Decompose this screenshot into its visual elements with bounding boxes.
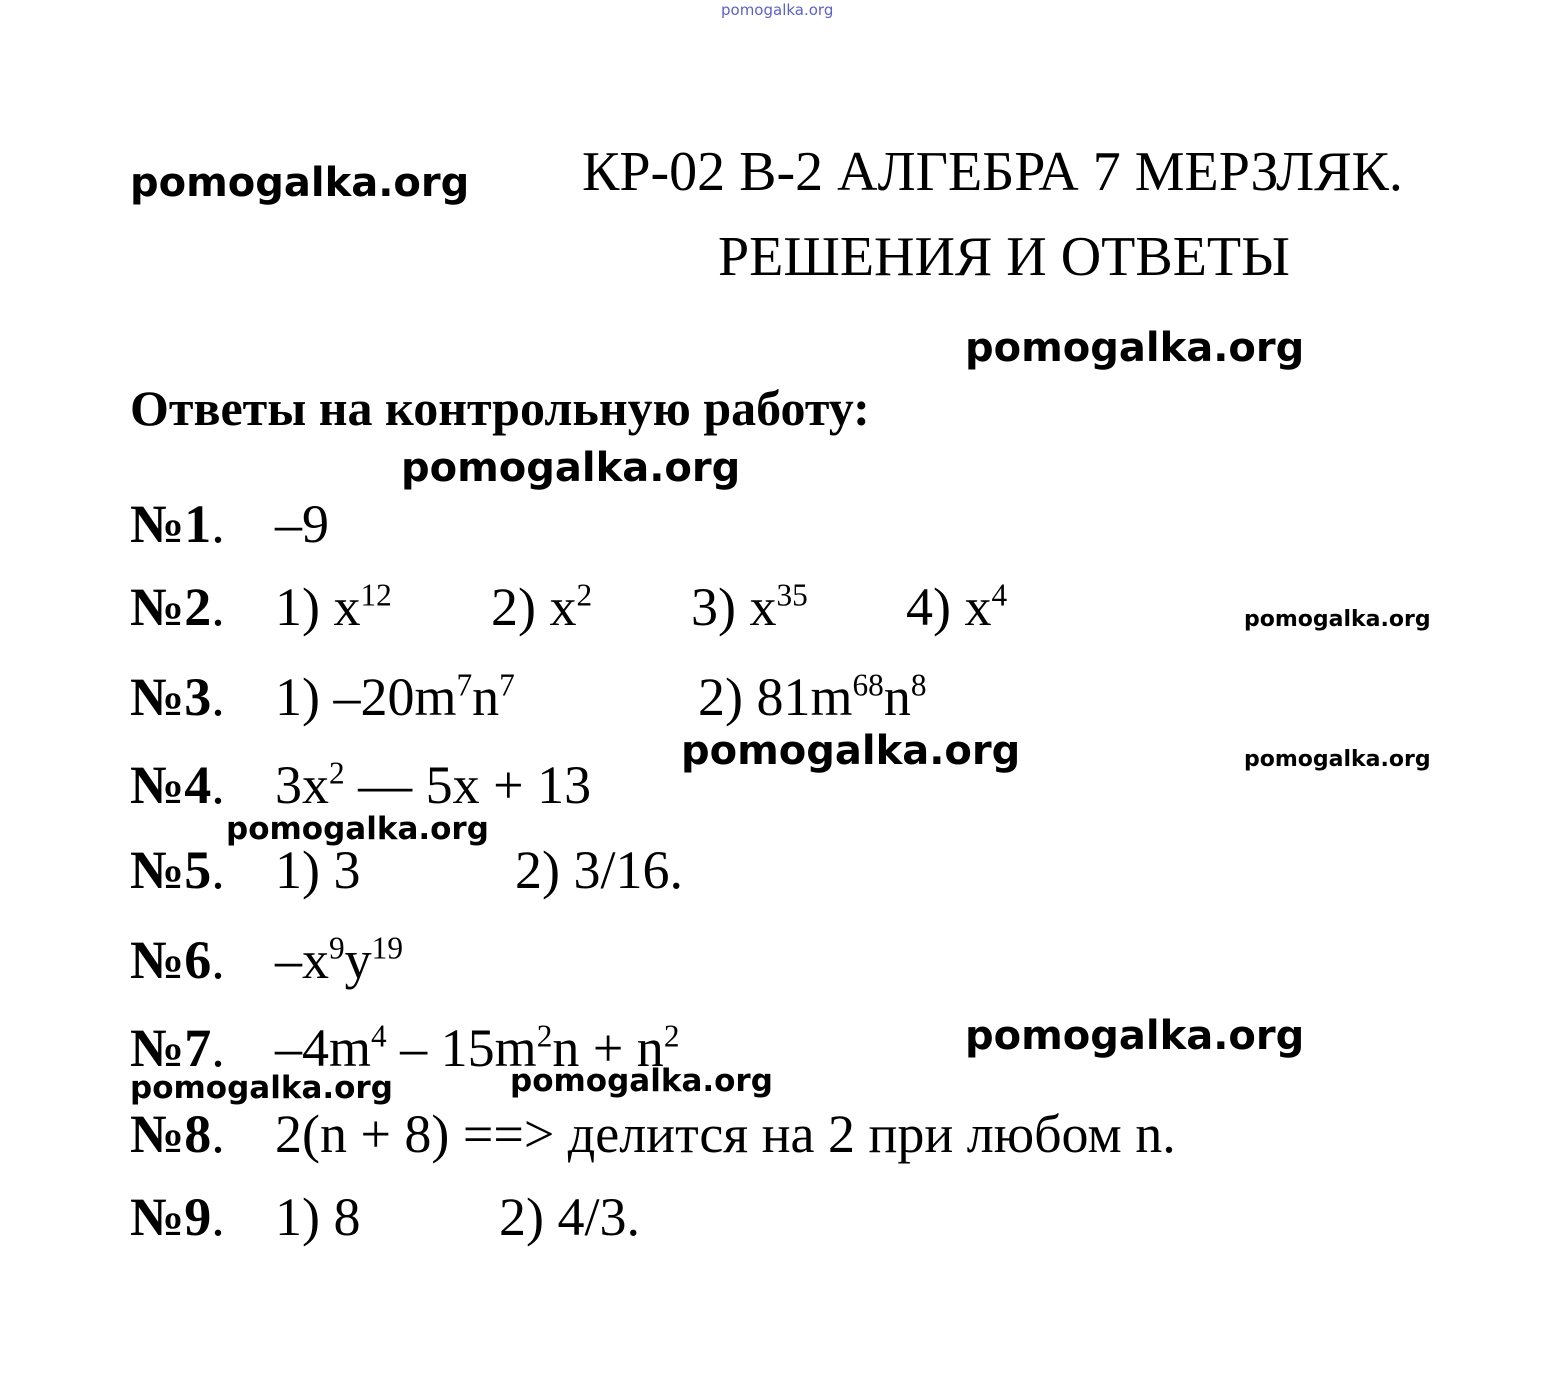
answer-part-2: 2) $81m^{68}n^8$ bbox=[698, 667, 927, 727]
watermark-right-row7: pomogalka.org bbox=[965, 1013, 1305, 1059]
answer-label: №9. bbox=[130, 1187, 225, 1247]
answer-value: $-4m^4 - 15m^2n + n^2$ bbox=[275, 1018, 680, 1078]
answer-value: 2(n + 8) ==> делится на 2 при любом n. bbox=[275, 1104, 1176, 1164]
answer-part-3: 3) $x^{35}$ bbox=[691, 577, 808, 637]
watermark-top: pomogalka.org bbox=[721, 1, 834, 19]
answer-label: №8. bbox=[130, 1104, 225, 1164]
answer-row-1 bbox=[130, 494, 329, 554]
answer-part-1: 1) 8 bbox=[275, 1187, 361, 1247]
answer-part-1: 1) $x^{12}$ bbox=[275, 577, 392, 637]
answer-value: $3x^2$ — 5x + 13 bbox=[275, 755, 592, 815]
answer-label: №1. bbox=[130, 494, 225, 554]
page-title-line2: РЕШЕНИЯ И ОТВЕТЫ bbox=[718, 226, 1290, 288]
watermark-header-left: pomogalka.org bbox=[130, 160, 470, 206]
answer-part-2: 2) $x^2$ bbox=[491, 577, 593, 637]
answer-label: №4. bbox=[130, 755, 225, 815]
answer-part-2: 2) 3/16. bbox=[515, 840, 683, 900]
watermark-right-row2: pomogalka.org bbox=[1244, 607, 1431, 632]
answer-part-1: 1) 3 bbox=[275, 840, 361, 900]
watermark-left-row5: pomogalka.org bbox=[226, 811, 489, 847]
watermark-header-right: pomogalka.org bbox=[965, 325, 1305, 371]
section-heading: Ответы на контрольную работу: bbox=[130, 380, 870, 436]
answer-part-4: 4) $x^4$ bbox=[906, 577, 1008, 637]
watermark-mid-row3: pomogalka.org bbox=[681, 728, 1021, 774]
watermark-under-heading: pomogalka.org bbox=[401, 445, 741, 491]
watermark-right-row3: pomogalka.org bbox=[1244, 747, 1431, 772]
answer-value: –9 bbox=[275, 494, 329, 554]
answer-value: $-x^9y^{19}$ bbox=[275, 930, 403, 990]
answer-row-7 bbox=[130, 1018, 680, 1078]
answer-row-8 bbox=[130, 1104, 1176, 1164]
answer-row-3 bbox=[130, 667, 927, 727]
watermark-mid-row8: pomogalka.org bbox=[510, 1063, 773, 1099]
watermark-left-row8: pomogalka.org bbox=[130, 1070, 393, 1106]
answer-label: №6. bbox=[130, 930, 225, 990]
answer-label: №3. bbox=[130, 667, 225, 727]
answer-label: №5. bbox=[130, 840, 225, 900]
answer-row-9 bbox=[130, 1187, 640, 1247]
answer-part-2: 2) 4/3. bbox=[499, 1187, 640, 1247]
answer-label: №7. bbox=[130, 1018, 225, 1078]
answer-row-4 bbox=[130, 755, 592, 815]
answer-row-2 bbox=[130, 577, 1008, 637]
page-title-line1: КР-02 В-2 АЛГЕБРА 7 МЕРЗЛЯК. bbox=[582, 141, 1403, 203]
answer-label: №2. bbox=[130, 577, 225, 637]
answer-row-6 bbox=[130, 930, 403, 990]
answer-row-5 bbox=[130, 840, 683, 900]
answer-part-1: 1) $-20m^7n^7$ bbox=[275, 667, 515, 727]
